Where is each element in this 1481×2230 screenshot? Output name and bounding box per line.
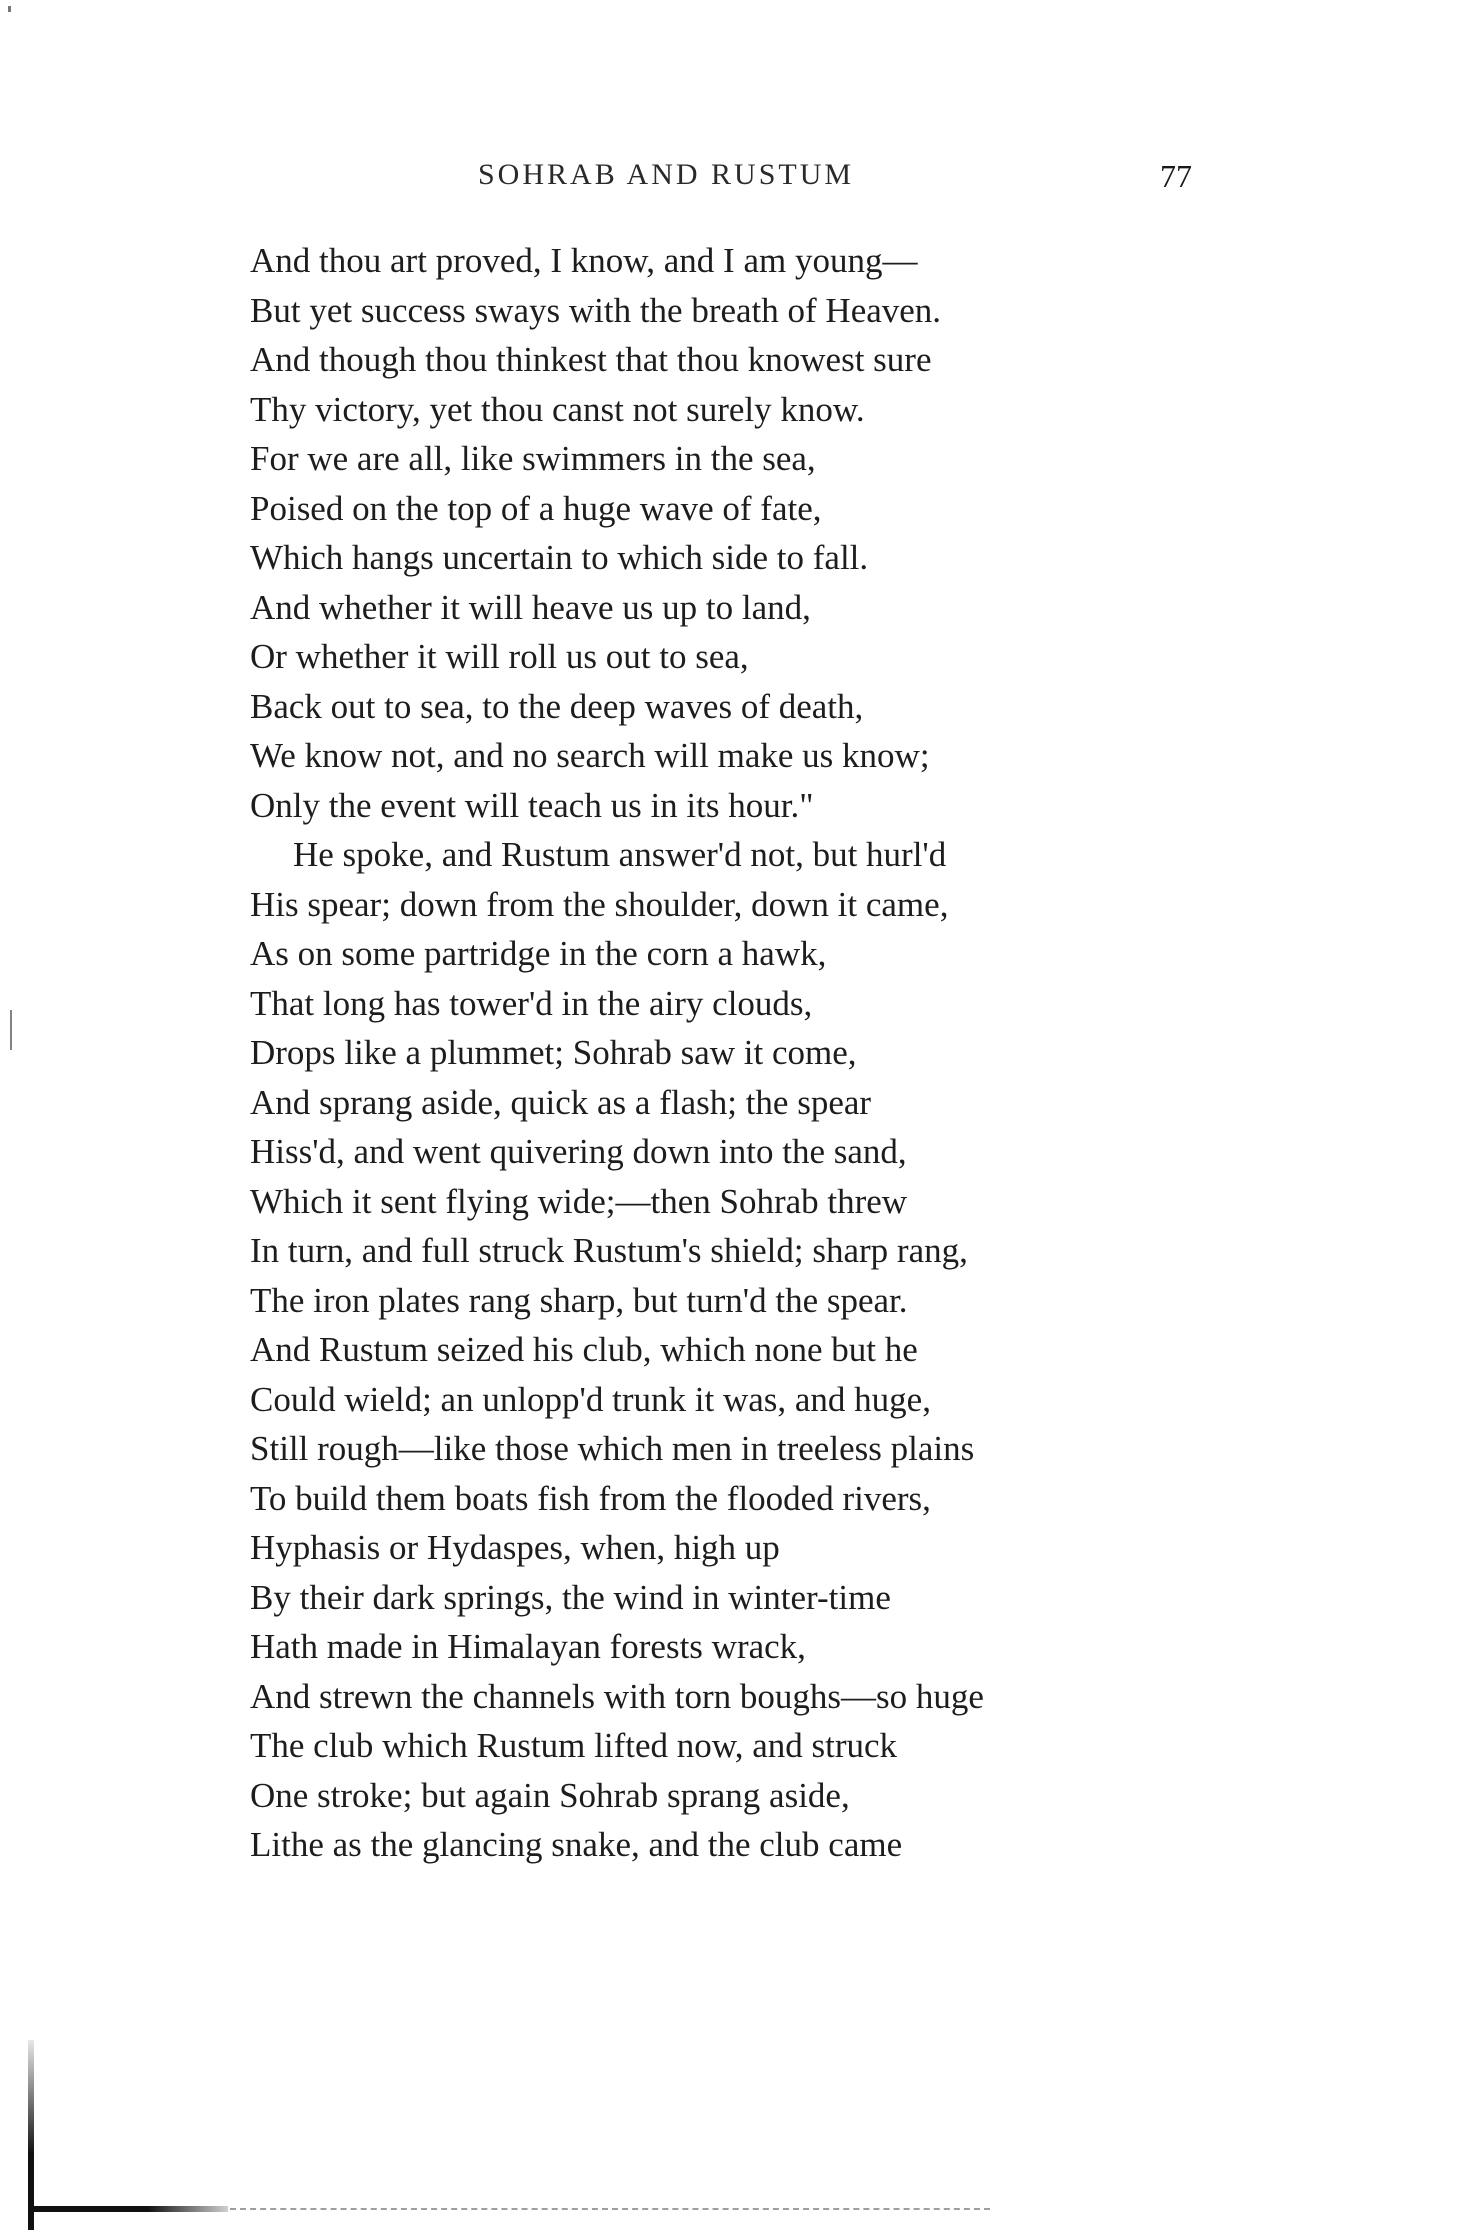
poem-line: As on some partridge in the corn a hawk, [250,934,827,973]
poem-line: Hyphasis or Hydaspes, when, high up [250,1528,780,1567]
poem-line: Poised on the top of a huge wave of fate, [250,488,822,528]
poem-line: To build them boats fish from the flooded rivers, [250,1478,931,1518]
poem-line: The club which Rustum lifted now, and struck [250,1726,898,1765]
scan-edge-vertical [28,2040,34,2230]
poem-line: Only the event will teach us in its hour." [250,785,814,825]
page-number: 77 [1160,158,1192,194]
poem-line: His spear; down from the shoulder, down it came, [250,884,949,924]
poem-line: We know not, and no search will make us know; [250,736,930,775]
scan-margin-tick [10,1010,12,1050]
scan-edge-horizontal [28,2206,228,2212]
poem-line: Could wield; an unlopp'd trunk it was, and huge, [250,1379,931,1419]
scan-speck [8,6,11,12]
poem-line: And though thou thinkest that thou knowest sure [250,340,932,379]
poem-line: The iron plates rang sharp, but turn'd the spear. [250,1280,908,1320]
poem-line: By their dark springs, the wind in winter-time [250,1577,891,1617]
poem-line: And whether it will heave us up to land, [250,587,811,627]
poem-line: Hiss'd, and went quivering down into the sand, [250,1132,907,1171]
running-title: SOHRAB AND RUSTUM [478,158,855,191]
poem-line: But yet success sways with the breath of Heaven. [250,290,942,330]
poem-line: That long has tower'd in the airy clouds, [250,983,813,1023]
poem-line: Thy victory, yet thou canst not surely know. [250,389,865,429]
poem-line: Which it sent flying wide;—then Sohrab threw [250,1181,908,1221]
poem-line: Back out to sea, to the deep waves of death, [250,686,864,726]
poem-line: And thou art proved, I know, and I am young— [250,241,918,280]
poem-line: Lithe as the glancing snake, and the club came [250,1825,903,1864]
poem-line: Or whether it will roll us out to sea, [250,637,749,676]
poem-line: And Rustum seized his club, which none but he [250,1330,918,1369]
poem-line: For we are all, like swimmers in the sea, [250,439,816,478]
poem-line: He spoke, and Rustum answer'd not, but hurl'd [293,835,947,874]
poem-text [250,236,1250,1870]
poem-line: And strewn the channels with torn boughs—so huge [250,1676,984,1716]
poem-line: In turn, and full struck Rustum's shield; sharp rang, [250,1231,968,1270]
poem-line: One stroke; but again Sohrab sprang aside, [250,1775,850,1815]
poem-line: Hath made in Himalayan forests wrack, [250,1627,806,1666]
poem-line: Drops like a plummet; Sohrab saw it come, [250,1033,857,1072]
scan-edge-dotted [230,2208,990,2210]
poem-line: Still rough—like those which men in treeless plains [250,1429,975,1468]
poem-line: Which hangs uncertain to which side to fall. [250,538,869,577]
poem-line: And sprang aside, quick as a flash; the spear [250,1082,872,1122]
